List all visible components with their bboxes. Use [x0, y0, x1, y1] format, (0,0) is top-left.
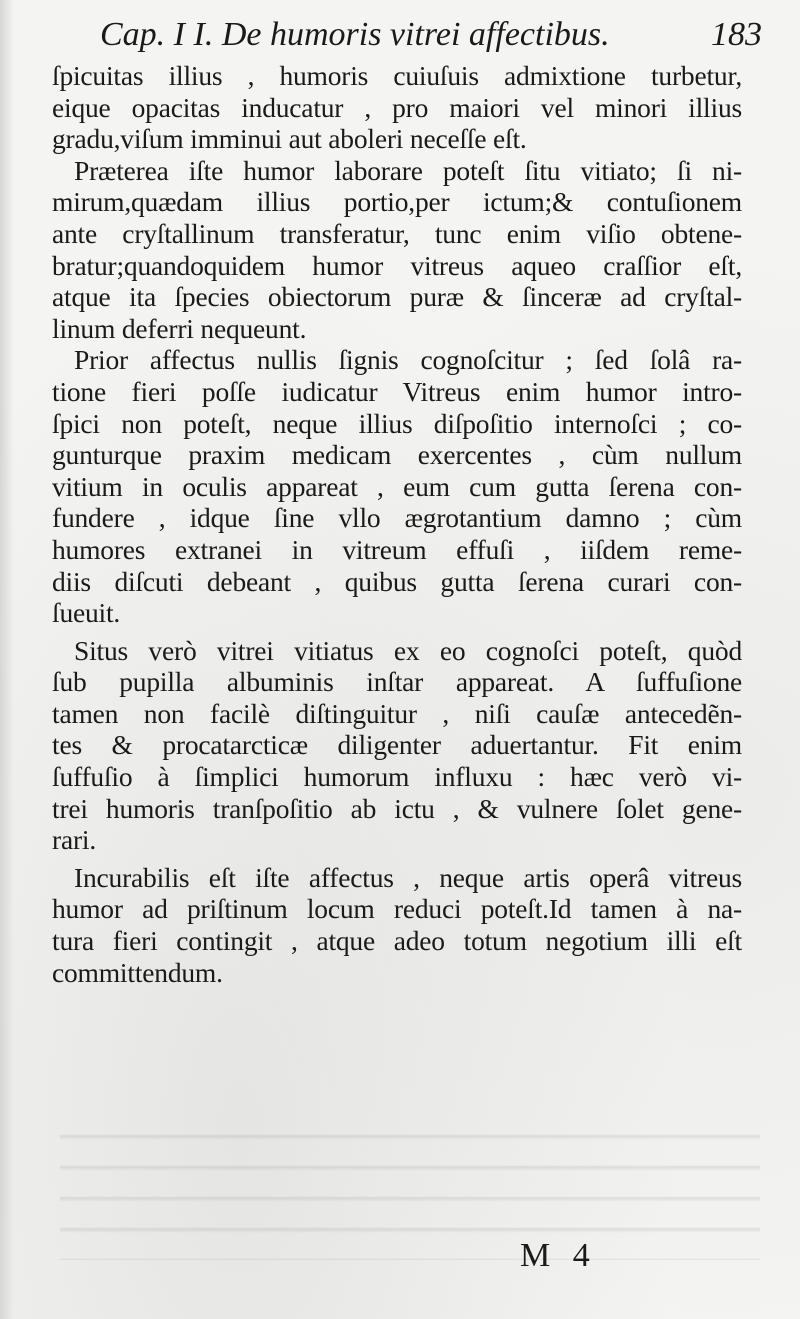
- text-line: Situs verò vitrei vitiatus ex eo cognoſci poteſt, quòd: [74, 634, 742, 666]
- text-line: ſueuit.: [52, 597, 121, 629]
- text-line: trei humoris tranſpoſitio ab ictu , & vulnere ſolet gene-: [52, 792, 742, 824]
- text-line: vitium in oculis appareat , eum cum gutta ſerena con-: [52, 470, 742, 502]
- text-line: ſpici non poteſt, neque illius diſpoſitio internoſci ; co-: [52, 407, 742, 439]
- text-line: diis diſcuti debeant , quibus gutta ſerena curari con-: [52, 565, 742, 597]
- page-binding-shadow: [0, 0, 14, 1319]
- text-line: mirum,quædam illius portio,per ictum;& contuſionem: [52, 186, 742, 218]
- chapter-title: Cap. I I. De humoris vitrei affectibus.: [100, 16, 610, 53]
- text-line: tione fieri poſſe iudicatur Vitreus enim humor intro-: [52, 375, 742, 407]
- text-line: committendum.: [52, 956, 223, 988]
- text-line: ante cryſtallinum transferatur, tunc enim viſio obtene-: [52, 217, 742, 249]
- running-header: [100, 10, 790, 60]
- text-line: ſpicuitas illius , humoris cuiuſuis admixtione turbetur,: [52, 60, 742, 91]
- text-line: eique opacitas inducatur , pro maiori vel minori illius: [52, 91, 742, 123]
- text-line: ſub pupilla albuminis inſtar appareat. A ſuffuſione: [52, 666, 742, 698]
- signature-mark: M 4: [520, 1237, 590, 1274]
- text-line: bratur;quandoquidem humor vitreus aqueo craſſior eſt,: [52, 249, 742, 281]
- body-text: [52, 60, 742, 988]
- text-line: Prior affectus nullis ſignis cognoſcitur ; ſed ſolâ ra-: [74, 344, 742, 376]
- text-line: gradu,viſum imminui aut aboleri neceſſe eſt.: [52, 123, 527, 155]
- text-line: fundere , idque ſine vllo ægrotantium damno ; cùm: [52, 502, 742, 534]
- text-line: gunturque praxim medicam exercentes , cùm nullum: [52, 439, 742, 471]
- text-line: tamen non facilè diſtinguitur , niſi cauſæ antecedẽn-: [52, 697, 742, 729]
- text-line: ſuffuſio à ſimplici humorum influxu : hæc verò vi-: [52, 761, 742, 793]
- text-line: humores extranei in vitreum effuſi , iiſdem reme-: [52, 533, 742, 565]
- page-number: 183: [711, 16, 762, 53]
- text-line: tura fieri contingit , atque adeo totum negotium illi eſt: [52, 925, 742, 957]
- text-line: rari.: [52, 824, 97, 856]
- text-line: Præterea iſte humor laborare poteſt ſitu vitiato; ſi ni-: [74, 154, 742, 186]
- text-line: Incurabilis eſt iſte affectus , neque artis operâ vitreus: [74, 861, 742, 893]
- text-line: tes & procatarcticæ diligenter aduertantur. Fit enim: [52, 729, 742, 761]
- text-line: humor ad priſtinum locum reduci poteſt.Id tamen à na-: [52, 893, 742, 925]
- text-line: linum deferri nequeunt.: [52, 312, 307, 344]
- show-through-texture: [60, 1120, 760, 1260]
- text-line: atque ita ſpecies obiectorum puræ & ſinceræ ad cryſtal-: [52, 281, 742, 313]
